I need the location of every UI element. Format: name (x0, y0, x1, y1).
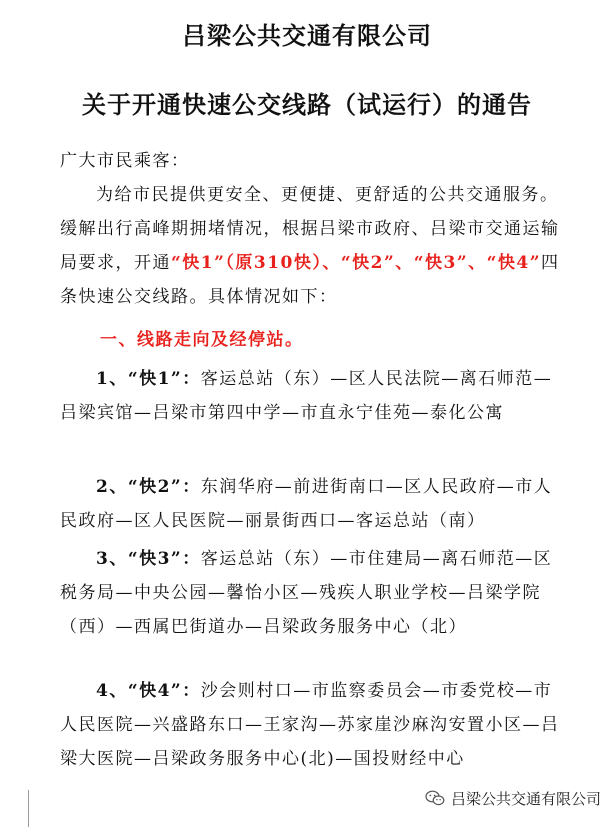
route-label: 2、“快2”： (96, 477, 201, 497)
greeting: 广大市民乘客： (60, 151, 190, 171)
route-item-kuai2 (60, 470, 560, 538)
route-label: 1、“快1”： (96, 369, 201, 389)
route-item-kuai4 (60, 674, 560, 776)
intro-text-2: 四条快速公交线路。具体情况如下： (60, 253, 560, 307)
route-item-kuai1 (60, 362, 560, 430)
company-title: 吕梁公共交通有限公司 (182, 21, 432, 50)
intro-routes-highlight: “快1”（原310快）、“快2”、“快3”、“快4” (171, 253, 542, 273)
route-stops: 沙会则村口—市监察委员会—市委党校—市人民医院—兴盛路东口—王家沟—苏家崖沙麻沟安置小区—吕梁大医院—吕梁政务服务中心(北)—国投财经中心 (60, 681, 560, 769)
watermark-text: 吕梁公共交通有限公司 (450, 789, 601, 808)
intro-text-1: 为给市民提供更安全、更便捷、更舒适的公共交通服务。缓解出行高峰期拥堵情况，根据吕梁市政府、吕梁市交通运输局要求，开通 (60, 185, 560, 273)
route-label: 4、“快4”： (96, 681, 201, 701)
intro-paragraph (60, 178, 560, 314)
route-stops: 东润华府—前进街南口—区人民政府—市人民政府—区人民医院—丽景街西口—客运总站（南） (60, 477, 553, 531)
route-stops: 客运总站（东）—市住建局—离石师范—区税务局—中央公园—馨怡小区—残疾人职业学校—吕梁学院（西）—西属巴街道办—吕梁政务服务中心（北） (60, 549, 553, 637)
section-heading-routes: 一、线路走向及经停站。 (100, 330, 304, 350)
route-item-kuai3 (60, 542, 560, 644)
route-label: 3、“快3”： (96, 549, 201, 569)
account-watermark (422, 786, 604, 810)
page-margin-line (28, 790, 29, 827)
wechat-icon (425, 790, 445, 806)
route-stops: 客运总站（东）—区人民法院—离石师范—吕梁宾馆—吕梁市第四中学—市直永宁佳苑—泰化公寓 (60, 369, 553, 423)
notice-title: 关于开通快速公交线路（试运行）的通告 (82, 90, 532, 119)
